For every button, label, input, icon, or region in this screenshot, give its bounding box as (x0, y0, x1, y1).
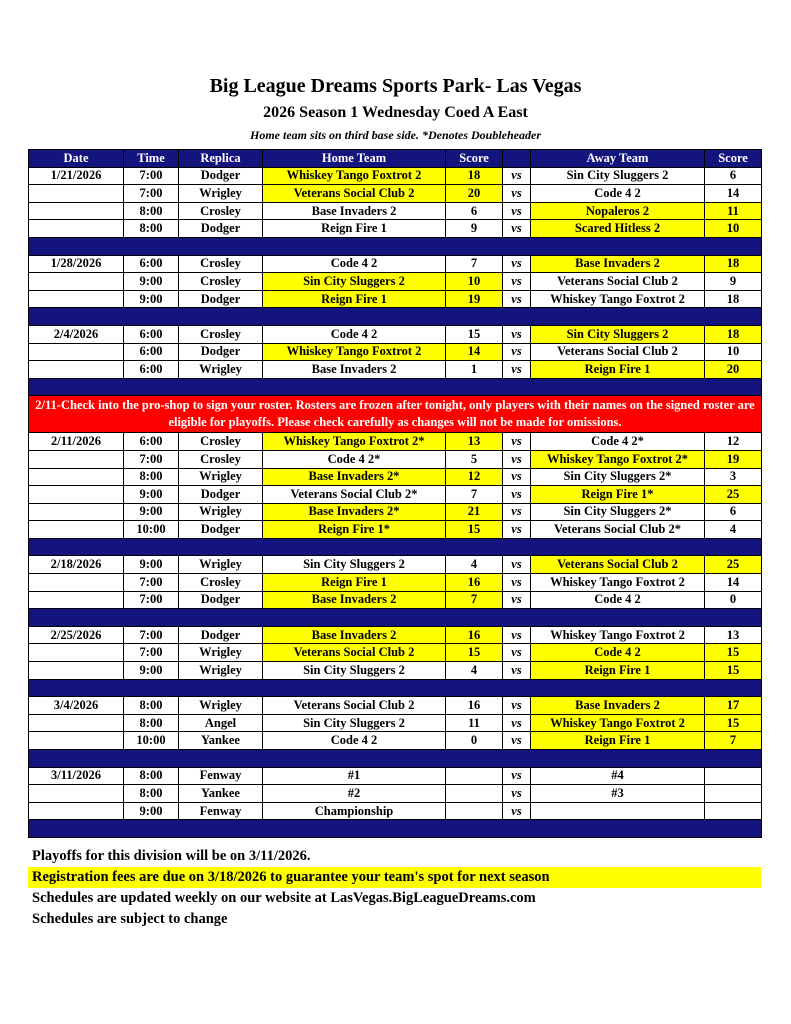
game-row (29, 626, 762, 644)
date-cell (29, 574, 124, 592)
vs-cell: vs (503, 255, 531, 273)
vs-cell: vs (503, 521, 531, 539)
away-score-cell: 7 (705, 732, 762, 750)
home-score-cell: 16 (446, 574, 503, 592)
replica-cell: Fenway (179, 767, 263, 785)
time-cell: 8:00 (124, 767, 179, 785)
replica-cell: Dodger (179, 626, 263, 644)
home-team-cell: Code 4 2* (263, 450, 446, 468)
time-cell: 7:00 (124, 591, 179, 609)
vs-cell: vs (503, 767, 531, 785)
home-score-cell: 15 (446, 325, 503, 343)
home-score-cell: 7 (446, 255, 503, 273)
vs-cell: vs (503, 574, 531, 592)
replica-cell: Wrigley (179, 361, 263, 379)
home-team-cell: Base Invaders 2* (263, 503, 446, 521)
away-team-cell: Whiskey Tango Foxtrot 2 (531, 290, 705, 308)
subject-note: Schedules are subject to change (32, 911, 228, 927)
away-score-cell: 15 (705, 644, 762, 662)
time-cell: 7:00 (124, 185, 179, 203)
away-score-cell: 25 (705, 486, 762, 504)
home-score-cell: 15 (446, 521, 503, 539)
date-cell: 3/4/2026 (29, 697, 124, 715)
vs-cell: vs (503, 185, 531, 203)
time-cell: 6:00 (124, 343, 179, 361)
game-row (29, 503, 762, 521)
roster-notice (29, 396, 762, 433)
time-cell: 9:00 (124, 503, 179, 521)
game-row (29, 273, 762, 291)
date-cell (29, 714, 124, 732)
date-cell (29, 732, 124, 750)
home-team-cell: Base Invaders 2 (263, 626, 446, 644)
vs-cell: vs (503, 785, 531, 803)
date-cell: 3/11/2026 (29, 767, 124, 785)
away-score-cell (705, 785, 762, 803)
date-cell (29, 521, 124, 539)
away-team-cell: Whiskey Tango Foxtrot 2 (531, 626, 705, 644)
home-team-cell: Reign Fire 1 (263, 290, 446, 308)
home-score-cell: 5 (446, 450, 503, 468)
away-team-cell: Veterans Social Club 2 (531, 343, 705, 361)
game-row (29, 802, 762, 820)
replica-cell: Wrigley (179, 697, 263, 715)
replica-cell: Dodger (179, 521, 263, 539)
away-score-cell: 14 (705, 574, 762, 592)
home-score-cell: 18 (446, 167, 503, 185)
vs-cell: vs (503, 343, 531, 361)
vs-cell: vs (503, 714, 531, 732)
game-row (29, 486, 762, 504)
replica-cell: Crosley (179, 450, 263, 468)
time-cell: 7:00 (124, 574, 179, 592)
away-score-cell: 4 (705, 521, 762, 539)
replica-cell: Crosley (179, 273, 263, 291)
away-team-cell: Sin City Sluggers 2 (531, 167, 705, 185)
notice-emphasis: Check into the pro-shop to sign your roster. (60, 398, 293, 413)
replica-cell: Dodger (179, 486, 263, 504)
date-cell: 2/18/2026 (29, 556, 124, 574)
away-score-cell: 17 (705, 697, 762, 715)
away-team-cell: Sin City Sluggers 2* (531, 503, 705, 521)
replica-cell: Angel (179, 714, 263, 732)
home-team-cell: #2 (263, 785, 446, 803)
home-score-cell: 7 (446, 486, 503, 504)
home-score-cell: 10 (446, 273, 503, 291)
away-team-cell: Reign Fire 1 (531, 662, 705, 680)
section-separator (29, 237, 762, 255)
away-team-cell: Code 4 2 (531, 644, 705, 662)
away-team-cell: Code 4 2 (531, 591, 705, 609)
time-cell: 10:00 (124, 732, 179, 750)
section-separator (29, 538, 762, 556)
separator-bar (29, 609, 762, 627)
date-cell (29, 802, 124, 820)
notice-body: Rosters are frozen after tonight, only players with their names on the signed roster are eligible for playoffs. Please check carefully as changes will not be made for omissions. (168, 398, 755, 430)
time-cell: 8:00 (124, 697, 179, 715)
vs-cell: vs (503, 220, 531, 238)
date-cell (29, 343, 124, 361)
away-team-cell: Veterans Social Club 2* (531, 521, 705, 539)
away-score-cell: 10 (705, 343, 762, 361)
time-cell: 6:00 (124, 255, 179, 273)
table-header-row (29, 150, 762, 168)
col-header: Time (124, 150, 179, 168)
page-subtitle: 2026 Season 1 Wednesday Coed A East (263, 104, 528, 121)
date-cell (29, 644, 124, 662)
game-row (29, 732, 762, 750)
home-team-cell: Veterans Social Club 2 (263, 644, 446, 662)
away-team-cell: #4 (531, 767, 705, 785)
home-score-cell: 4 (446, 662, 503, 680)
vs-cell: vs (503, 732, 531, 750)
away-score-cell: 3 (705, 468, 762, 486)
home-score-cell (446, 785, 503, 803)
home-team-cell: Reign Fire 1 (263, 220, 446, 238)
home-team-cell: Sin City Sluggers 2 (263, 714, 446, 732)
replica-cell: Wrigley (179, 503, 263, 521)
home-team-cell: Sin City Sluggers 2 (263, 273, 446, 291)
home-score-cell: 15 (446, 644, 503, 662)
home-team-cell: Veterans Social Club 2 (263, 185, 446, 203)
col-header (503, 150, 531, 168)
col-header: Score (446, 150, 503, 168)
game-row (29, 644, 762, 662)
away-team-cell: Whiskey Tango Foxtrot 2 (531, 574, 705, 592)
vs-cell: vs (503, 802, 531, 820)
away-score-cell: 9 (705, 273, 762, 291)
time-cell: 6:00 (124, 433, 179, 451)
notice-lead: 2/11- (35, 398, 61, 413)
vs-cell: vs (503, 450, 531, 468)
away-team-cell: Nopaleros 2 (531, 202, 705, 220)
home-team-cell: Veterans Social Club 2 (263, 697, 446, 715)
col-header: Date (29, 150, 124, 168)
home-score-cell: 1 (446, 361, 503, 379)
home-score-cell: 20 (446, 185, 503, 203)
vs-cell: vs (503, 361, 531, 379)
section-separator (29, 378, 762, 396)
home-team-cell: Whiskey Tango Foxtrot 2 (263, 167, 446, 185)
date-cell (29, 486, 124, 504)
game-row (29, 591, 762, 609)
replica-cell: Crosley (179, 255, 263, 273)
away-team-cell: Scared Hitless 2 (531, 220, 705, 238)
home-team-cell: #1 (263, 767, 446, 785)
home-score-cell: 16 (446, 697, 503, 715)
col-header: Away Team (531, 150, 705, 168)
game-row (29, 202, 762, 220)
home-score-cell: 4 (446, 556, 503, 574)
game-row (29, 255, 762, 273)
section-separator (29, 820, 762, 838)
section-separator (29, 679, 762, 697)
game-row (29, 785, 762, 803)
game-row (29, 556, 762, 574)
vs-cell: vs (503, 644, 531, 662)
time-cell: 7:00 (124, 450, 179, 468)
section-separator (29, 609, 762, 627)
vs-cell: vs (503, 290, 531, 308)
date-cell (29, 220, 124, 238)
away-team-cell: Base Invaders 2 (531, 697, 705, 715)
playoffs-note: Playoffs for this division will be on 3/11/2026. (32, 848, 311, 864)
time-cell: 6:00 (124, 361, 179, 379)
vs-cell: vs (503, 486, 531, 504)
replica-cell: Dodger (179, 167, 263, 185)
away-team-cell: Whiskey Tango Foxtrot 2* (531, 450, 705, 468)
replica-cell: Crosley (179, 574, 263, 592)
away-score-cell: 19 (705, 450, 762, 468)
page-title: Big League Dreams Sports Park- Las Vegas (209, 75, 582, 97)
replica-cell: Dodger (179, 343, 263, 361)
away-score-cell: 25 (705, 556, 762, 574)
separator-bar (29, 820, 762, 838)
date-cell: 2/4/2026 (29, 325, 124, 343)
home-score-cell: 7 (446, 591, 503, 609)
website-note: Schedules are updated weekly on our website at LasVegas.BigLeagueDreams.com (32, 890, 536, 906)
time-cell: 10:00 (124, 521, 179, 539)
game-row (29, 325, 762, 343)
date-cell (29, 450, 124, 468)
section-separator (29, 750, 762, 768)
away-score-cell: 6 (705, 167, 762, 185)
game-row (29, 468, 762, 486)
away-score-cell: 20 (705, 361, 762, 379)
home-score-cell: 16 (446, 626, 503, 644)
away-score-cell: 13 (705, 626, 762, 644)
separator-bar (29, 308, 762, 326)
away-score-cell: 15 (705, 662, 762, 680)
home-team-cell: Whiskey Tango Foxtrot 2* (263, 433, 446, 451)
date-cell (29, 503, 124, 521)
date-cell (29, 662, 124, 680)
replica-cell: Wrigley (179, 662, 263, 680)
home-score-cell: 9 (446, 220, 503, 238)
date-cell (29, 361, 124, 379)
col-header: Home Team (263, 150, 446, 168)
away-score-cell: 18 (705, 290, 762, 308)
time-cell: 8:00 (124, 468, 179, 486)
away-team-cell: Whiskey Tango Foxtrot 2 (531, 714, 705, 732)
time-cell: 7:00 (124, 626, 179, 644)
home-team-cell: Base Invaders 2 (263, 361, 446, 379)
home-team-cell: Reign Fire 1* (263, 521, 446, 539)
home-score-cell: 19 (446, 290, 503, 308)
time-cell: 9:00 (124, 486, 179, 504)
replica-cell: Crosley (179, 202, 263, 220)
game-row (29, 662, 762, 680)
separator-bar (29, 538, 762, 556)
home-team-cell: Sin City Sluggers 2 (263, 556, 446, 574)
vs-cell: vs (503, 167, 531, 185)
separator-bar (29, 237, 762, 255)
time-cell: 9:00 (124, 802, 179, 820)
time-cell: 8:00 (124, 220, 179, 238)
home-team-cell: Whiskey Tango Foxtrot 2 (263, 343, 446, 361)
vs-cell: vs (503, 556, 531, 574)
home-team-cell: Code 4 2 (263, 325, 446, 343)
away-team-cell: Reign Fire 1 (531, 361, 705, 379)
game-row (29, 767, 762, 785)
time-cell: 9:00 (124, 662, 179, 680)
vs-cell: vs (503, 273, 531, 291)
home-team-cell: Veterans Social Club 2* (263, 486, 446, 504)
home-team-cell: Sin City Sluggers 2 (263, 662, 446, 680)
time-cell: 8:00 (124, 714, 179, 732)
away-score-cell: 18 (705, 255, 762, 273)
game-row (29, 290, 762, 308)
separator-bar (29, 378, 762, 396)
date-cell (29, 185, 124, 203)
date-cell: 2/11/2026 (29, 433, 124, 451)
home-team-cell: Base Invaders 2* (263, 468, 446, 486)
home-team-cell: Base Invaders 2 (263, 202, 446, 220)
away-score-cell: 12 (705, 433, 762, 451)
game-row (29, 714, 762, 732)
home-score-cell: 13 (446, 433, 503, 451)
date-cell (29, 468, 124, 486)
time-cell: 8:00 (124, 202, 179, 220)
game-row (29, 361, 762, 379)
time-cell: 7:00 (124, 167, 179, 185)
away-score-cell: 0 (705, 591, 762, 609)
home-score-cell: 12 (446, 468, 503, 486)
separator-bar (29, 679, 762, 697)
replica-cell: Wrigley (179, 185, 263, 203)
replica-cell: Crosley (179, 433, 263, 451)
home-team-cell: Base Invaders 2 (263, 591, 446, 609)
replica-cell: Dodger (179, 591, 263, 609)
schedule-body (29, 167, 762, 837)
vs-cell: vs (503, 433, 531, 451)
roster-notice-text (29, 396, 762, 433)
away-score-cell (705, 802, 762, 820)
away-team-cell (531, 802, 705, 820)
game-row (29, 450, 762, 468)
home-team-cell: Code 4 2 (263, 732, 446, 750)
home-team-cell: Reign Fire 1 (263, 574, 446, 592)
date-cell (29, 591, 124, 609)
game-row (29, 433, 762, 451)
vs-cell: vs (503, 468, 531, 486)
col-header: Score (705, 150, 762, 168)
away-team-cell: Code 4 2 (531, 185, 705, 203)
away-team-cell: Code 4 2* (531, 433, 705, 451)
time-cell: 9:00 (124, 556, 179, 574)
date-cell: 1/21/2026 (29, 167, 124, 185)
away-score-cell (705, 767, 762, 785)
vs-cell: vs (503, 697, 531, 715)
replica-cell: Yankee (179, 785, 263, 803)
col-header: Replica (179, 150, 263, 168)
away-team-cell: Sin City Sluggers 2* (531, 468, 705, 486)
time-cell: 9:00 (124, 290, 179, 308)
away-score-cell: 18 (705, 325, 762, 343)
game-row (29, 185, 762, 203)
time-cell: 6:00 (124, 325, 179, 343)
away-team-cell: Reign Fire 1* (531, 486, 705, 504)
vs-cell: vs (503, 662, 531, 680)
away-team-cell: Veterans Social Club 2 (531, 556, 705, 574)
home-score-cell: 21 (446, 503, 503, 521)
away-team-cell: Veterans Social Club 2 (531, 273, 705, 291)
vs-cell: vs (503, 202, 531, 220)
date-cell (29, 202, 124, 220)
time-cell: 9:00 (124, 273, 179, 291)
replica-cell: Wrigley (179, 468, 263, 486)
vs-cell: vs (503, 591, 531, 609)
replica-cell: Wrigley (179, 644, 263, 662)
schedule-table (28, 149, 762, 838)
vs-cell: vs (503, 626, 531, 644)
date-cell: 2/25/2026 (29, 626, 124, 644)
away-score-cell: 6 (705, 503, 762, 521)
vs-cell: vs (503, 503, 531, 521)
date-cell (29, 273, 124, 291)
date-cell (29, 290, 124, 308)
replica-cell: Dodger (179, 220, 263, 238)
away-score-cell: 14 (705, 185, 762, 203)
away-team-cell: Reign Fire 1 (531, 732, 705, 750)
replica-cell: Wrigley (179, 556, 263, 574)
home-score-cell: 11 (446, 714, 503, 732)
home-score-cell: 0 (446, 732, 503, 750)
replica-cell: Fenway (179, 802, 263, 820)
time-cell: 7:00 (124, 644, 179, 662)
home-team-cell: Championship (263, 802, 446, 820)
replica-cell: Dodger (179, 290, 263, 308)
game-row (29, 697, 762, 715)
game-row (29, 521, 762, 539)
home-score-cell: 6 (446, 202, 503, 220)
page-note: Home team sits on third base side. *Denotes Doubleheader (250, 128, 541, 142)
replica-cell: Crosley (179, 325, 263, 343)
home-team-cell: Code 4 2 (263, 255, 446, 273)
away-team-cell: #3 (531, 785, 705, 803)
away-team-cell: Sin City Sluggers 2 (531, 325, 705, 343)
time-cell: 8:00 (124, 785, 179, 803)
away-score-cell: 11 (705, 202, 762, 220)
vs-cell: vs (503, 325, 531, 343)
game-row (29, 343, 762, 361)
away-team-cell: Base Invaders 2 (531, 255, 705, 273)
game-row (29, 574, 762, 592)
section-separator (29, 308, 762, 326)
away-score-cell: 15 (705, 714, 762, 732)
away-score-cell: 10 (705, 220, 762, 238)
date-cell: 1/28/2026 (29, 255, 124, 273)
registration-note: Registration fees are due on 3/18/2026 to guarantee your team's spot for next season (28, 867, 761, 888)
home-score-cell: 14 (446, 343, 503, 361)
date-cell (29, 785, 124, 803)
game-row (29, 220, 762, 238)
separator-bar (29, 750, 762, 768)
home-score-cell (446, 802, 503, 820)
game-row (29, 167, 762, 185)
home-score-cell (446, 767, 503, 785)
replica-cell: Yankee (179, 732, 263, 750)
